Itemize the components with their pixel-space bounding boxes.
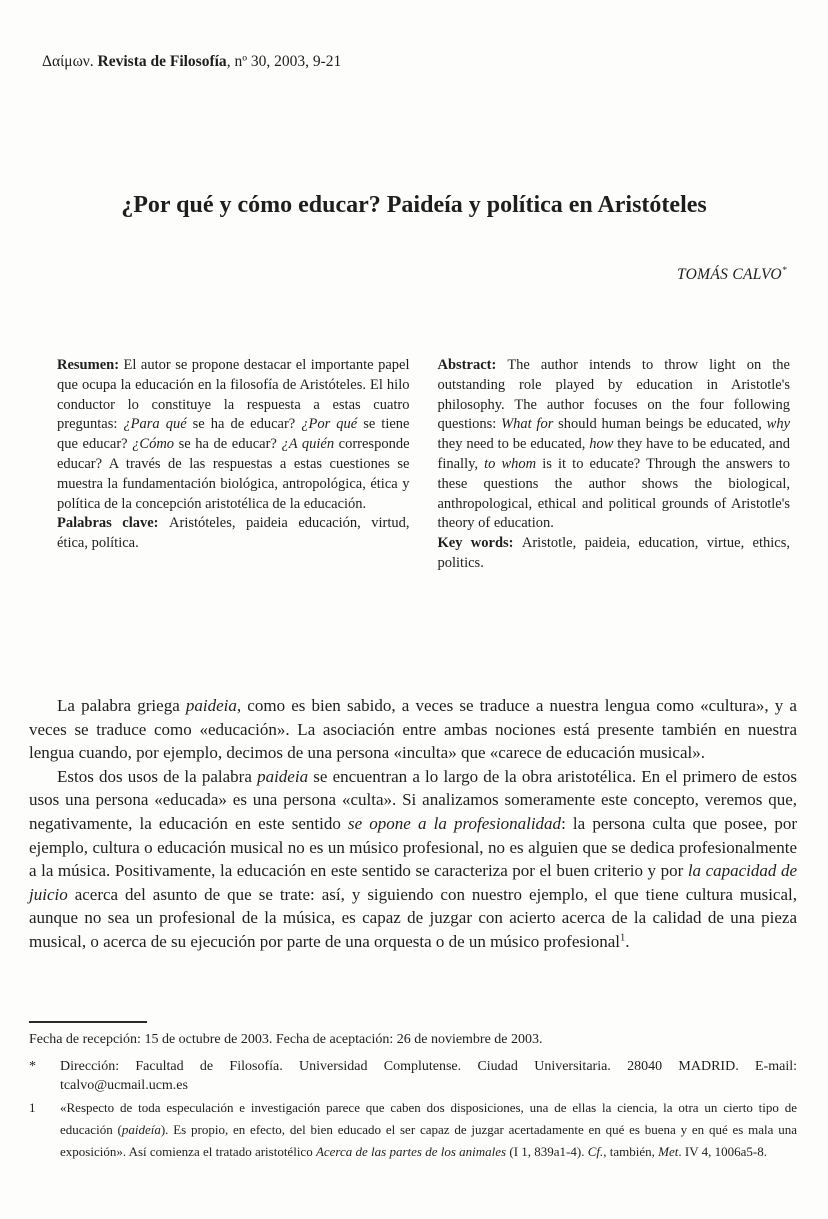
footnote-1 <box>29 1097 797 1162</box>
abstract-english-column <box>438 356 791 574</box>
footnote-separator-rule <box>29 1021 147 1023</box>
article-title: ¿Por qué y cómo educar? Paideía y política en Aristóteles <box>121 192 707 218</box>
abstract-text: Abstract: The author intends to throw light on the outstanding role played by education in Aristotle's philosophy. The author focuses on the four following questions: What for should human beings be educated, why they need to be educated, how they have to be educated, and finally, to whom is it to educate? Through the answers to these questions the author shows the biological, anthropological, ethical and political grounds of Aristotle's theory of education. <box>437 357 791 532</box>
abstracts-section <box>57 356 790 574</box>
resumen-text: Resumen: El autor se propone destacar el importante papel que ocupa la educación en la filosofía de Aristóteles. El hilo conductor lo constituye la respuesta a estas cuatro preguntas: ¿Para qué se ha de educar? ¿Por qué se tiene que educar? ¿Cómo se ha de educar? ¿A quién corresponde educar? A través de las respuestas a estas cuestiones se muestra la fundamentación biológica, antropológica, ética y política de la concepción aristotélica de la educación. <box>57 357 410 512</box>
footnote-marker: * <box>29 1059 36 1074</box>
article-body <box>29 694 797 954</box>
key-words-text: Key words: Aristotle, paideia, education, virtue, ethics, politics. <box>437 535 790 571</box>
body-paragraph: Estos dos usos de la palabra paideia se encuentran a lo largo de la obra aristotélica. En el primero de estos usos una persona «educada» es una persona «culta». Si analizamos someramente este concepto, veremos que, negativamente, la educación en este sentido se opone a la profesionalidad: la persona culta que posee, por ejemplo, cultura o educación musical no es un músico profesional, no es alguien que se dedica profesionalmente a la música. Positivamente, la educación en este sentido se caracteriza por el buen criterio y por la capacidad de juicio acerca del asunto de que se trate: así, y siguiendo con nuestro ejemplo, el que tiene cultura musical, aunque no sea un profesional de la música, es capaz de juzgar con acierto acerca de la calidad de una pieza musical, o acerca de su ejecución por parte de una orquesta o de un músico profesional$^1$. <box>29 766 797 951</box>
palabras-clave-text: Palabras clave: Aristóteles, paideia educación, virtud, ética, política. <box>57 515 410 552</box>
footnotes-section <box>29 1031 797 1163</box>
article-author: TOMÁS CALVO* <box>677 264 787 283</box>
footnote-text: «Respecto de toda especulación e investigación parece que caben dos disposiciones, una de ellas la ciencia, la otra un cierto tipo de educación (paideía). Es propio, en efecto, del bien educado el ser capaz de juzgar acertadamente en qué es buena y en qué es mala una exposición». Así comienza el tratado aristotélico Acerca de las partes de los animales (I 1, 839a1-4). Cf., también, Met. IV 4, 1006a5-8. <box>60 1100 797 1159</box>
footnote-author-address <box>29 1057 797 1095</box>
footnote-marker: 1 <box>29 1100 36 1116</box>
journal-header: Δαίμων. Revista de Filosofía, nº 30, 2003, 9-21 <box>42 53 342 70</box>
body-paragraph: La palabra griega paideia, como es bien sabido, a veces se traduce a nuestra lengua como «cultura», y a veces se traduce como «educación». La asociación entre ambas nociones está presente también en nuestra lengua cuando, por ejemplo, decimos de una persona «inculta» que «carece de educación musical». <box>29 696 797 763</box>
footnote-text: Dirección: Facultad de Filosofía. Universidad Complutense. Ciudad Universitaria. 28040 MADRID. E-mail: tcalvo@ucmail.ucm.es <box>60 1059 797 1094</box>
reception-dates-line: Fecha de recepción: 15 de octubre de 2003. Fecha de aceptación: 26 de noviembre de 2003. <box>29 1032 543 1047</box>
abstract-spanish-column <box>57 356 410 574</box>
